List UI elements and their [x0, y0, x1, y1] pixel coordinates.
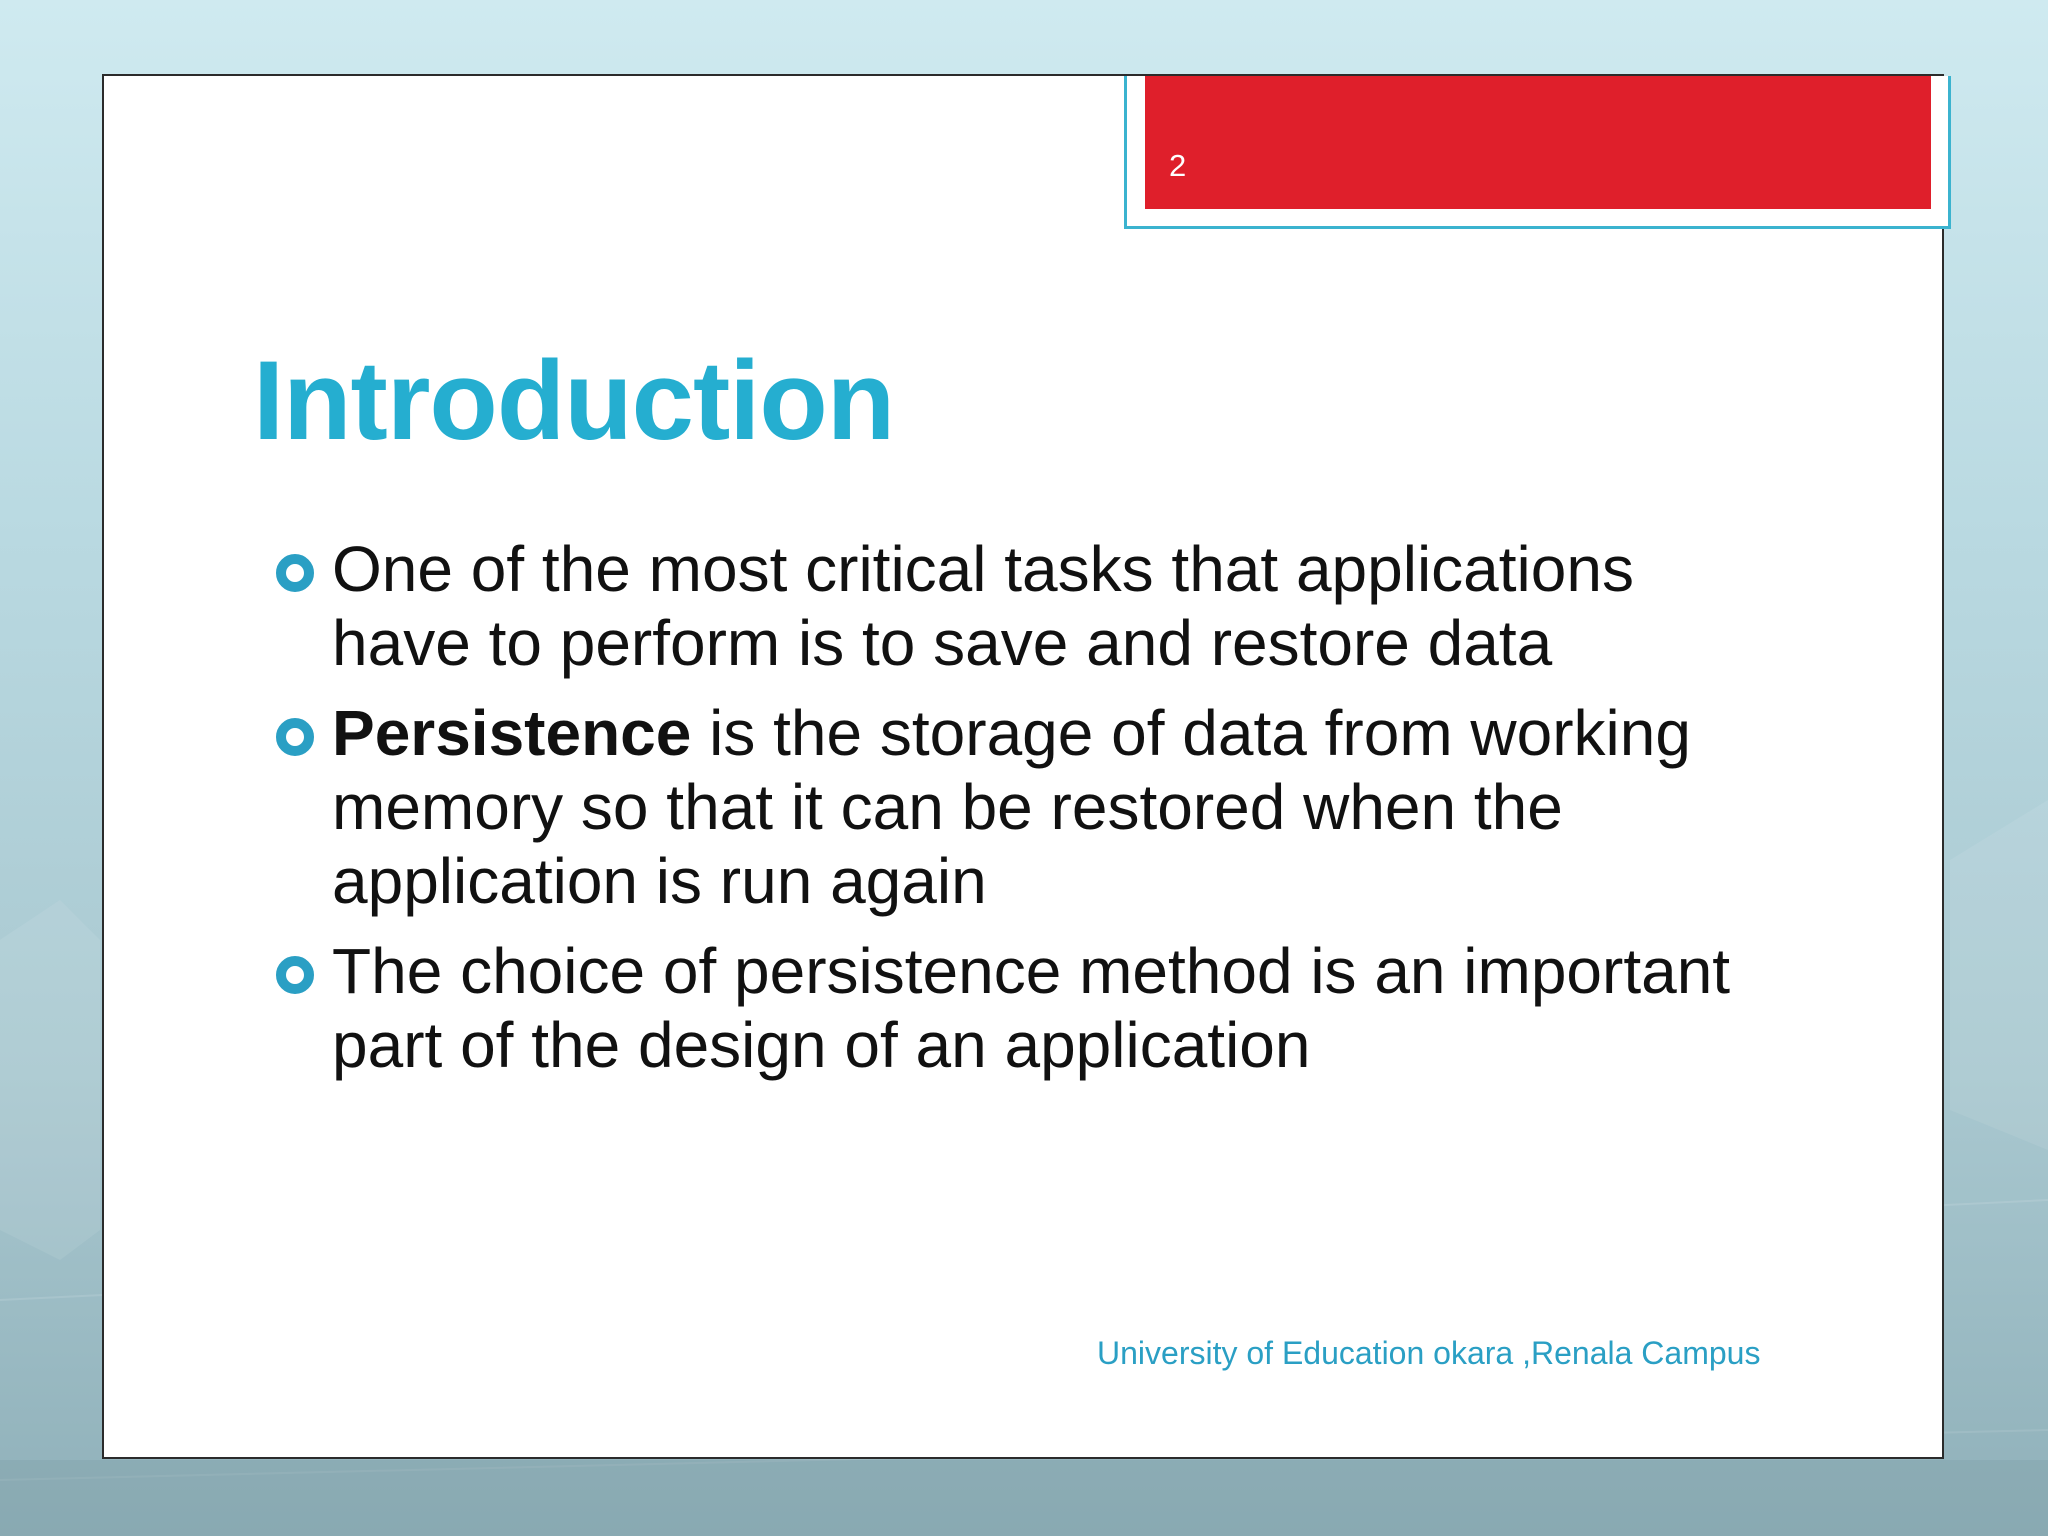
- slide-number: 2: [1169, 148, 1187, 183]
- bullet-list: [270, 532, 1750, 1098]
- ring-bullet-icon: [276, 718, 314, 756]
- bullet-text: The choice of persistence method is an important part of the design of an application: [332, 935, 1731, 1081]
- bullet-item: [270, 532, 1750, 680]
- slide-number-tab: [1124, 76, 1951, 229]
- slide-number-accent: [1145, 76, 1931, 209]
- bullet-item: [270, 934, 1750, 1082]
- bullet-item: [270, 696, 1750, 918]
- ring-bullet-icon: [276, 554, 314, 592]
- slide-footer: University of Education okara ,Renala Campus: [1097, 1335, 1761, 1371]
- ring-bullet-icon: [276, 956, 314, 994]
- bullet-text: One of the most critical tasks that applications have to perform is to save and restore data: [332, 533, 1634, 679]
- slide-title: Introduction: [253, 338, 895, 463]
- bullet-text: is the storage of data from working memory so that it can be restored when the application is run again: [332, 697, 1691, 917]
- bullet-bold-term: Persistence: [332, 697, 692, 769]
